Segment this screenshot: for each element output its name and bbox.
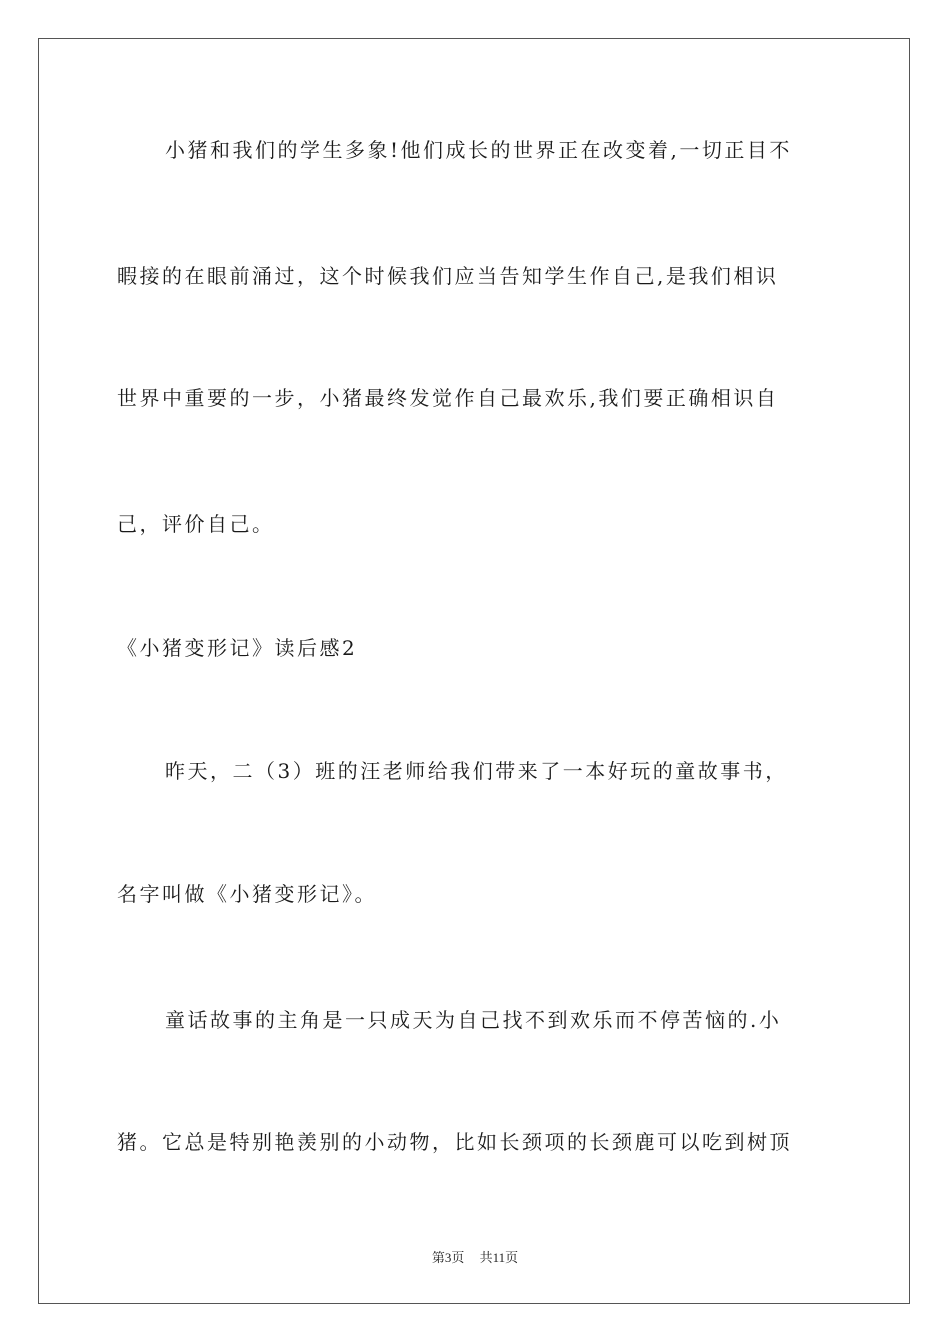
page-number: 第3页 <box>431 1250 465 1265</box>
paragraph-line: 己，评价自己。 <box>117 512 275 536</box>
paragraph-line: 小猪和我们的学生多象!他们成长的世界正在改变着,一切正目不 <box>165 138 792 162</box>
page-border <box>38 38 910 1304</box>
paragraph-line: 猪。它总是特别艳羡别的小动物，比如长颈项的长颈鹿可以吃到树顶 <box>117 1130 792 1154</box>
paragraph-line: 名字叫做《小猪变形记》。 <box>117 882 377 906</box>
paragraph-line: 昨天，二（3）班的汪老师给我们带来了一本好玩的童故事书， <box>165 759 788 783</box>
paragraph-line: 暇接的在眼前涌过，这个时候我们应当告知学生作自己,是我们相识 <box>117 264 779 288</box>
page-total: 共11页 <box>479 1250 519 1265</box>
paragraph-line: 世界中重要的一步，小猪最终发觉作自己最欢乐,我们要正确相识自 <box>117 386 779 410</box>
section-heading: 《小猪变形记》读后感2 <box>117 636 358 660</box>
page-footer <box>0 1247 950 1266</box>
paragraph-line: 童话故事的主角是一只成天为自己找不到欢乐而不停苦恼的.小 <box>165 1008 782 1032</box>
